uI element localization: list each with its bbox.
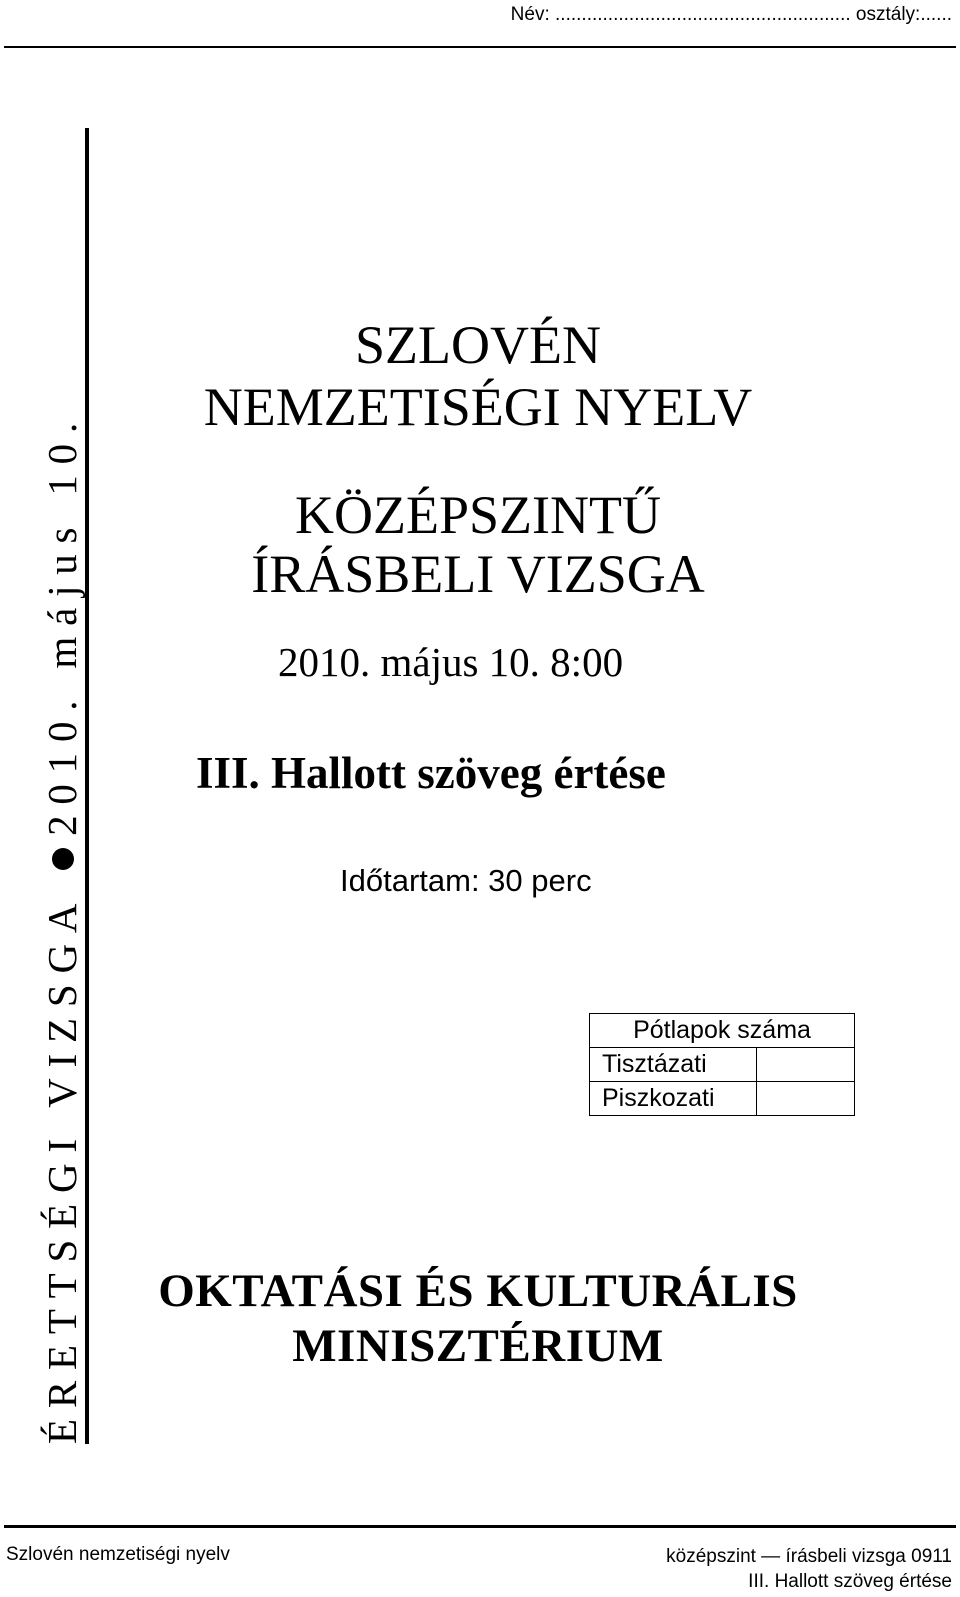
draft-label: Piszkozati — [590, 1082, 757, 1116]
extra-sheets-row-fair-copy — [590, 1048, 855, 1082]
extra-sheets-header: Pótlapok száma — [590, 1014, 855, 1048]
footer-rule — [4, 1525, 956, 1528]
side-banner-exam-label: ÉRETTSÉGI VIZSGA — [39, 894, 85, 1444]
section-title: III. Hallott szöveg értése — [196, 748, 666, 798]
name-class-line: Név: ........................................................ osztály:...... — [510, 4, 952, 25]
ministry-line-1: OKTATÁSI ÉS KULTURÁLIS — [158, 1265, 798, 1317]
footer-level-code: középszint — írásbeli vizsga 0911 — [666, 1546, 952, 1567]
extra-sheets-table — [589, 1013, 855, 1116]
side-banner-rule — [85, 128, 89, 1444]
extra-sheets-header-row — [590, 1014, 855, 1048]
side-banner-text — [38, 128, 86, 1444]
draft-count-cell[interactable] — [757, 1082, 855, 1116]
fair-copy-count-cell[interactable] — [757, 1048, 855, 1082]
header-rule — [4, 46, 956, 48]
footer-subject: Szlovén nemzetiségi nyelv — [6, 1544, 230, 1565]
duration: Időtartam: 30 perc — [340, 863, 592, 898]
side-banner-date: 2010. május 10. — [39, 411, 85, 836]
footer-section: III. Hallott szöveg értése — [748, 1571, 952, 1592]
ministry-name — [96, 1264, 860, 1374]
footer-exam-info — [666, 1544, 952, 1594]
fair-copy-label: Tisztázati — [590, 1048, 757, 1082]
exam-date: 2010. május 10. 8:00 — [278, 639, 624, 685]
exam-level-line-1: KÖZÉPSZINTŰ — [295, 485, 661, 545]
exam-level-title — [96, 486, 860, 604]
ministry-line-2: MINISZTÉRIUM — [292, 1320, 664, 1372]
subject-line-1: SZLOVÉN — [355, 315, 601, 375]
subject-line-2: NEMZETISÉGI NYELV — [203, 377, 753, 437]
side-banner — [0, 128, 88, 1444]
subject-title — [96, 314, 860, 438]
bullet-dot-icon — [52, 848, 74, 870]
extra-sheets-row-draft — [590, 1082, 855, 1116]
exam-level-line-2: ÍRÁSBELI VIZSGA — [251, 544, 705, 604]
